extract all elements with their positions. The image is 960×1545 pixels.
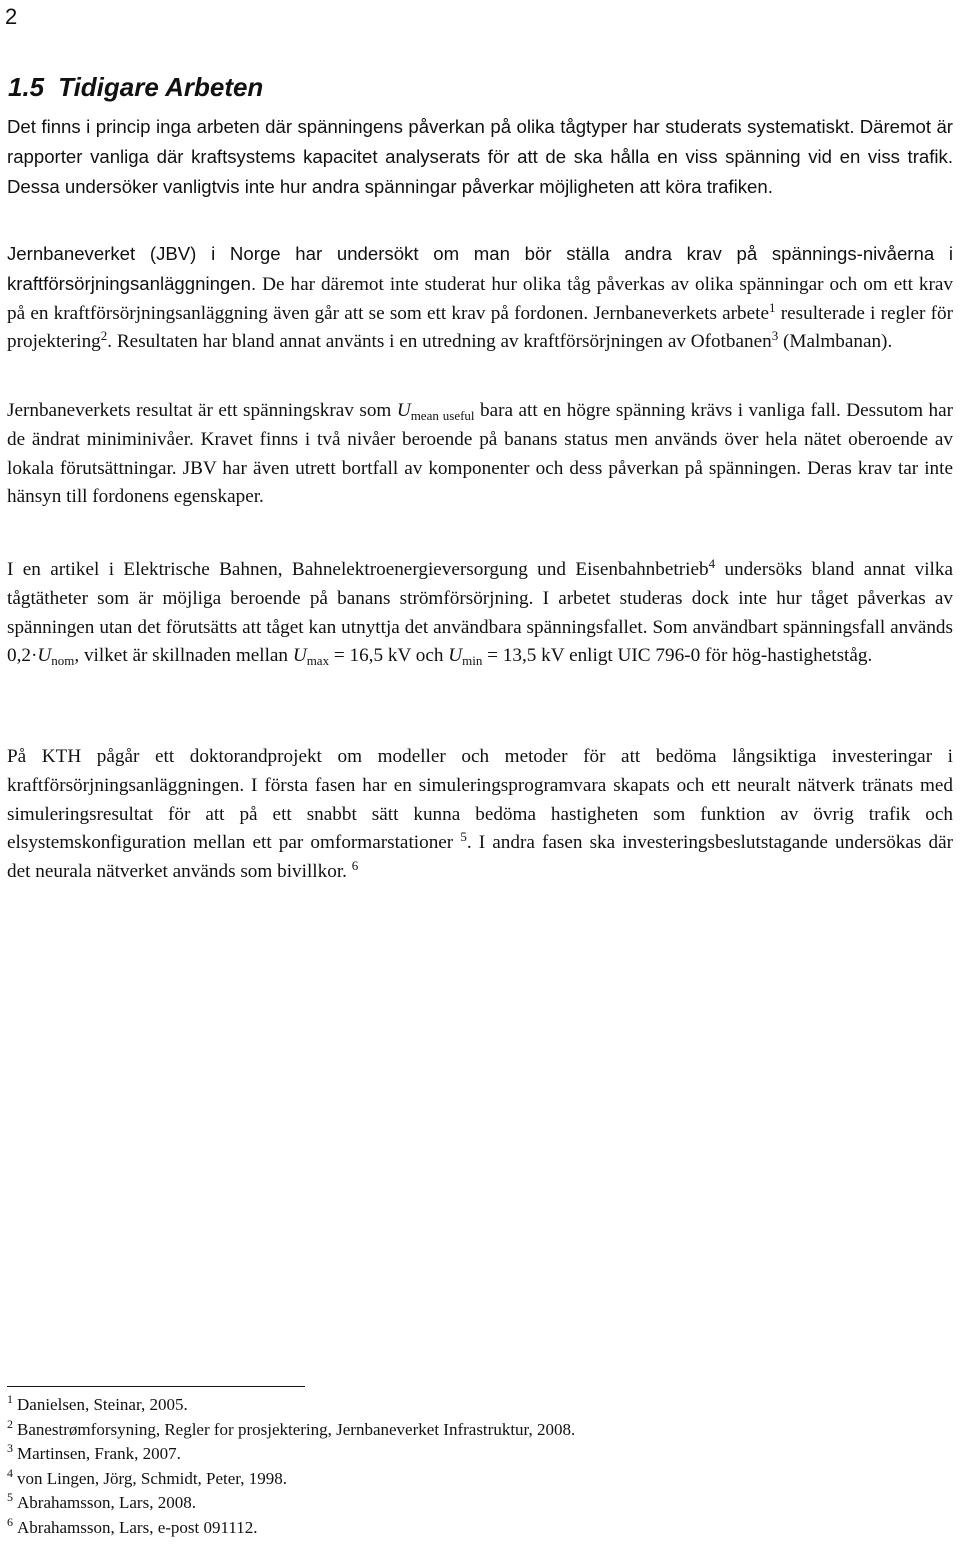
p4-subscript-max: max [306, 653, 330, 669]
footnote-text: Abrahamsson, Lars, e-post 091112. [17, 1517, 258, 1537]
footnotes-list [7, 1393, 575, 1541]
footnote-text: Banestrømforsyning, Regler for prosjektering, Jernbaneverket Infrastruktur, 2008. [17, 1419, 576, 1439]
p2-text-a: De har däremot inte studerat hur olika tåg påverkas av olika spänningar och om ett krav på en kraftförsörjningsanläggning även går att se som ett krav på fordonen. Jernbaneverkets arbete [7, 273, 953, 324]
footnote-ref-2: 2 [100, 328, 108, 344]
footnote-separator [7, 1386, 305, 1387]
p4-subscript-min: min [462, 653, 483, 669]
footnote-number: 4 [7, 1465, 13, 1480]
footnote-text: Danielsen, Steinar, 2005. [17, 1395, 188, 1414]
p3-var-u: U [396, 400, 411, 421]
p4-text-d: = 16,5 kV och [329, 645, 449, 667]
footnote-number: 2 [7, 1416, 13, 1431]
p3-text-b: bara att en högre spänning krävs i vanliga fall. Dessutom har de ändrat miniminivåer. Kravet finns i två nivåer beroende på banans status men används över hela nätet oberoende av lokala förutsättningar. JBV har även utrett bortfall av komponenter och dess påverkan på spänningen. Deras krav tar inte hänsyn till fordonens egenskaper. [7, 400, 954, 508]
footnote-number: 3 [7, 1441, 13, 1456]
page-number: 2 [5, 4, 18, 29]
p4-var-u-max: U [292, 645, 307, 667]
footnote-ref-1: 1 [769, 299, 776, 315]
footnote-ref-3: 3 [771, 328, 779, 344]
p2-text-d: (Malmbanan). [778, 331, 893, 353]
p5-text-b: . I andra fasen ska investeringsbeslutstagande undersökas där det neurala nätverket används som bivillkor. [7, 832, 953, 883]
p3-text-a: Jernbaneverkets resultat är ett spänningskrav som [7, 400, 397, 421]
p1-sentence-3: Dessa undersöker vanligtvis inte hur andra spänningar påverkar möjligheten att köra trafiken. [7, 175, 773, 197]
footnote-ref-5: 5 [460, 829, 467, 845]
footnote-text: Martinsen, Frank, 2007. [17, 1444, 181, 1464]
footnote-item [7, 1491, 575, 1516]
footnote-ref-6: 6 [351, 858, 359, 874]
p5-text-a: På KTH pågår ett doktorandprojekt om modeller och metoder för att bedöma långsiktiga investeringar i kraftförsörjningsanläggningen. I första fasen har en simuleringsprogramvara skapats och ett neuralt nätverk tränats med simuleringsresultat för att på ett snabbt sätt kunna bedöma hastigheten som funktion av övrig trafik och elsystemskonfiguration mellan ett par omformarstationer [7, 746, 953, 854]
p4-var-u-nom: U [37, 645, 52, 667]
section-heading [8, 70, 263, 104]
paragraph-kth-project [7, 743, 953, 887]
paragraph-jbv-norway [7, 240, 953, 357]
footnote-ref-4: 4 [708, 556, 716, 571]
footnote-text: Abrahamsson, Lars, 2008. [17, 1493, 196, 1513]
footnote-item [7, 1442, 575, 1467]
p4-subscript-nom: nom [51, 653, 75, 669]
p2-text-c: . Resultaten har bland annat använts i en utredning av kraftförsörjningen av Ofotbanen [107, 331, 772, 353]
section-number: 1.5 [8, 72, 45, 102]
footnote-item [7, 1418, 575, 1443]
p4-text-e: = 13,5 kV enligt UIC 796-0 för hög-hastighetståg. [482, 645, 873, 667]
paragraph-jbv-results [7, 397, 953, 512]
p4-var-u-min: U [448, 645, 463, 667]
footnote-number: 5 [7, 1490, 13, 1505]
p4-text-b: undersöks bland annat vilka tågtätheter som är möjliga beroende på banans strömförsörjning. I arbetet studeras dock inte hur tåget påverkas av spänningen utan det förutsätts att tåget kan utnyttja det användbara spänningsfallet. Som användbart spänningsfall används 0,2· [7, 559, 953, 667]
paragraph-elektrische-bahnen [7, 556, 953, 671]
section-title: Tidigare Arbeten [58, 72, 264, 102]
p3-subscript-mean-useful: mean useful [410, 408, 475, 423]
footnote-item [7, 1516, 575, 1541]
paragraph-previous-work-intro [7, 113, 953, 202]
footnote-text: von Lingen, Jörg, Schmidt, Peter, 1998. [17, 1468, 288, 1488]
p1-sentence-2: Däremot är rapporter vanliga där kraftsystems kapacitet analyserats för att de ska hålla en viss spänning vid en viss trafik. [7, 116, 953, 167]
footnote-number: 6 [7, 1514, 13, 1529]
p2-sentence-1: Jernbaneverket (JBV) i Norge har undersökt om man bör ställa andra krav på spännings-nivåerna i kraftförsörjningsanläggningen. [7, 243, 953, 294]
p4-text-c: , vilket är skillnaden mellan [74, 645, 293, 667]
footnote-item [7, 1393, 575, 1418]
p1-sentence-1: Det finns i princip inga arbeten där spänningens påverkan på olika tågtyper har studerats systematiskt. [7, 116, 855, 137]
footnote-number: 1 [7, 1392, 13, 1406]
footnote-item [7, 1467, 575, 1492]
p2-text-b: resulterade i regler för projektering [7, 302, 954, 353]
p4-text-a: I en artikel i Elektrische Bahnen, Bahnelektroenergieversorgung und Eisenbahnbetrieb [7, 559, 709, 580]
